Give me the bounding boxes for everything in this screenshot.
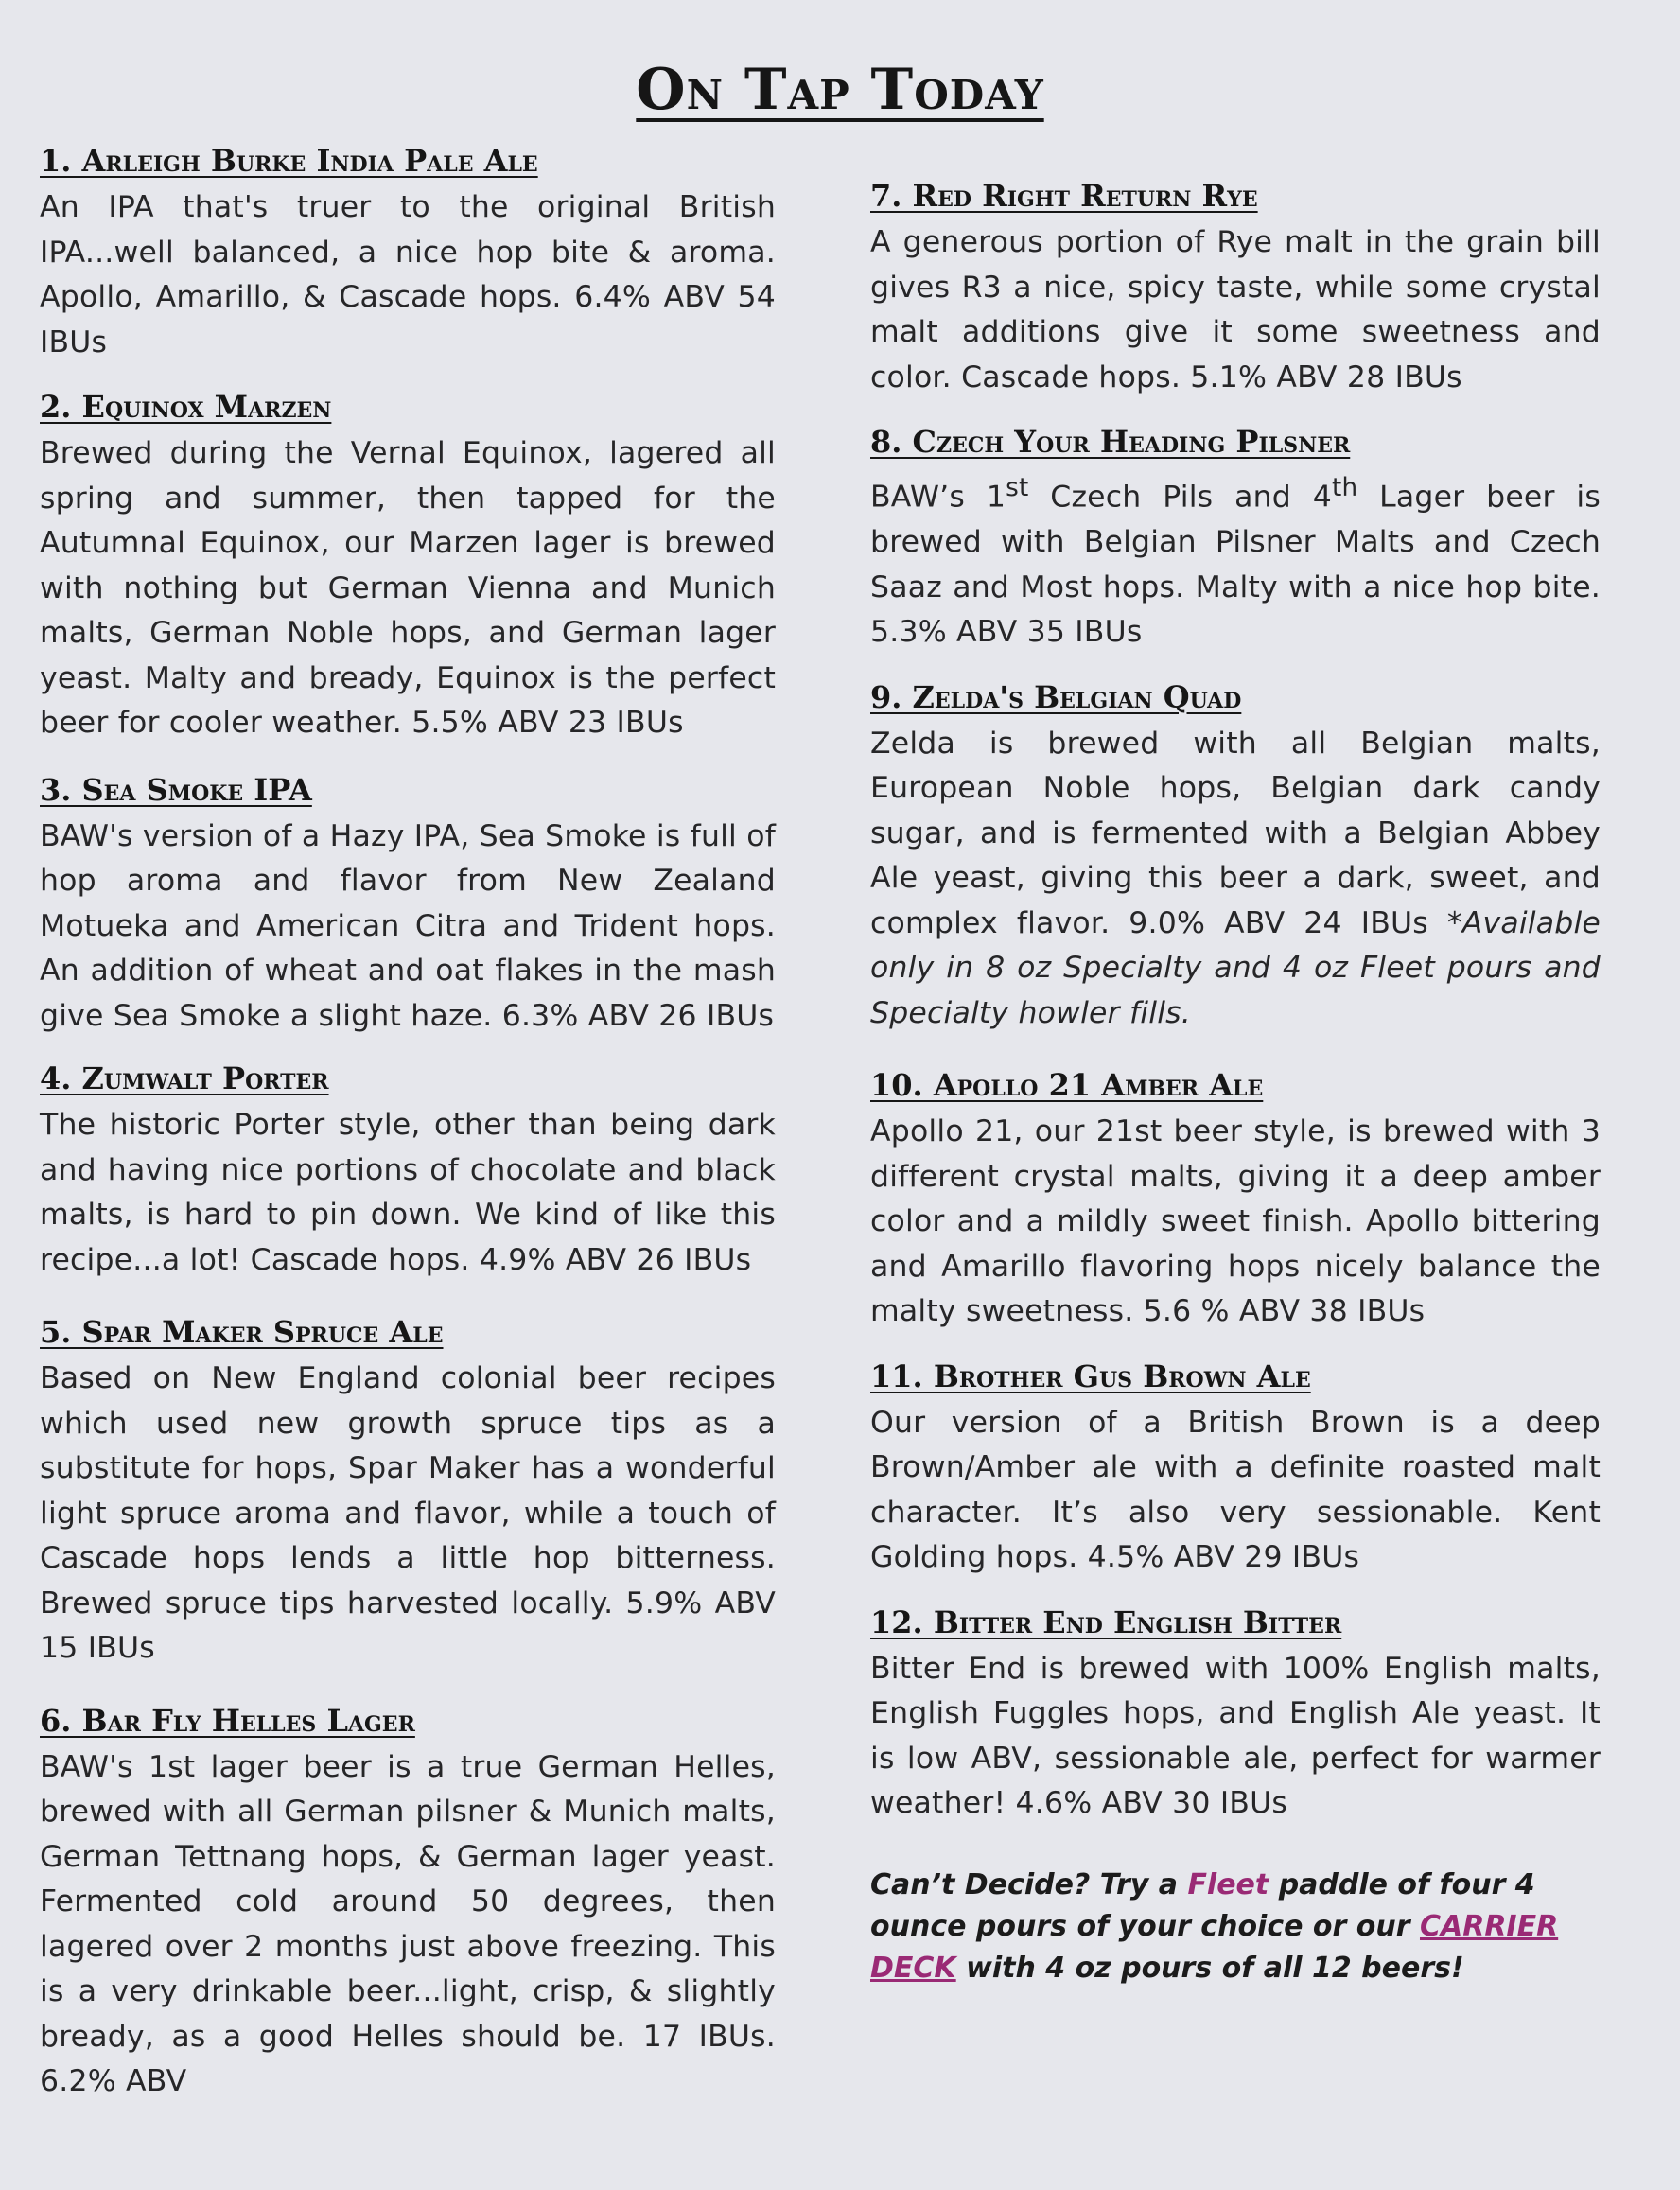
availability-note: *Available only in 8 oz Specialty and 4 oz Fleet pours and Specialty howler fills. — [870, 905, 1601, 1030]
beer-heading: 10. Apollo 21 Amber Ale — [870, 1067, 1264, 1103]
beer-description: Bitter End is brewed with 100% English malts, English Fuggles hops, and English Ale yeast. It is low ABV, sessionable ale, perfect for warmer weather! 4.6% ABV 30 IBUs — [870, 1651, 1601, 1820]
beer-item — [40, 386, 776, 746]
beer-heading: 4. Zumwalt Porter — [40, 1060, 329, 1096]
fleet-highlight: Fleet — [1187, 1867, 1269, 1901]
beer-description: BAW's version of a Hazy IPA, Sea Smoke is full of hop aroma and flavor from New Zealand Motueka and American Citra and Trident hops. An addition of wheat and oat flakes in the mash give Sea Smoke a slight haze. 6.3% ABV 26 IBUs — [40, 818, 776, 1033]
beer-description: Zelda is brewed with all Belgian malts, European Noble hops, Belgian dark candy sugar, and is fermented with a Belgian Abbey Ale yeast, giving this beer a dark, sweet, and complex flavor. 9.0% ABV 24 IBUs *Available only in 8 oz Specialty and 4 oz Fleet pours and Specialty howler fills. — [870, 726, 1601, 1030]
closing-offer: Can’t Decide? Try a Fleet paddle of four 4 ounce pours of your choice or our CARRIER DECK with 4 oz pours of all 12 beers! — [870, 1867, 1559, 1985]
beer-item — [870, 676, 1601, 1037]
beer-description: Brewed during the Vernal Equinox, lagered all spring and summer, then tapped for the Autumnal Equinox, our Marzen lager is brewed with nothing but German Vienna and Munich malts, German Noble hops, and German lager yeast. Malty and bready, Equinox is the perfect beer for cooler weather. 5.5% ABV 23 IBUs — [40, 436, 776, 740]
beer-item — [40, 1700, 776, 2105]
right-column — [870, 175, 1601, 1989]
beer-heading: 9. Zelda's Belgian Quad — [870, 678, 1242, 715]
beer-description: The historic Porter style, other than being dark and having nice portions of chocolate and black malts, is hard to pin down. We kind of like this recipe...a lot! Cascade hops. 4.9% ABV 26 IBUs — [40, 1108, 776, 1277]
beer-heading: 3. Sea Smoke IPA — [40, 771, 312, 808]
beer-heading: 8. Czech Your Heading Pilsner — [870, 424, 1351, 460]
beer-item — [870, 175, 1601, 400]
beer-description: Apollo 21, our 21st beer style, is brewed with 3 different crystal malts, giving it a deep amber color and a mildly sweet finish. Apollo bittering and Amarillo flavoring hops nicely balance the malty sweetness. 5.6 % ABV 38 IBUs — [870, 1114, 1601, 1328]
beer-item — [870, 1356, 1601, 1581]
beer-heading: 6. Bar Fly Helles Lager — [40, 1702, 415, 1739]
beer-description: An IPA that's truer to the original British IPA...well balanced, a nice hop bite & aroma. Apollo, Amarillo, & Cascade hops. 6.4% ABV 54 IBUs — [40, 190, 776, 359]
beer-item — [40, 140, 776, 365]
beer-item — [870, 1602, 1601, 1827]
beer-heading: 1. Arleigh Burke India Pale Ale — [40, 143, 538, 179]
carrier-deck-highlight: CARRIER DECK — [870, 1909, 1559, 1985]
beer-description: Our version of a British Brown is a deep Brown/Amber ale with a definite roasted malt character. It’s also very sessionable. Kent Golding hops. 4.5% ABV 29 IBUs — [870, 1405, 1601, 1574]
beer-description: Based on New England colonial beer recipes which used new growth spruce tips as a substitute for hops, Spar Maker has a wonderful light spruce aroma and flavor, while a touch of Cascade hops lends a little hop bitterness. Brewed spruce tips harvested locally. 5.9% ABV 15 IBUs — [40, 1361, 776, 1665]
beer-description: BAW’s 1st Czech Pils and 4th Lager beer is brewed with Belgian Pilsner Malts and Czech Saaz and Most hops. Malty with a nice hop bite. 5.3% ABV 35 IBUs — [870, 474, 1601, 649]
beer-item — [870, 421, 1601, 656]
left-column — [40, 140, 776, 2105]
beer-item — [870, 1064, 1601, 1335]
beer-heading: 5. Spar Maker Spruce Ale — [40, 1314, 444, 1350]
beer-heading: 7. Red Right Return Rye — [870, 178, 1258, 214]
page-title: On Tap Today — [636, 57, 1044, 123]
beer-heading: 12. Bitter End English Bitter — [870, 1603, 1342, 1640]
beer-heading: 2. Equinox Marzen — [40, 389, 332, 425]
beer-description: BAW's 1st lager beer is a true German Helles, brewed with all German pilsner & Munich malts, German Tettnang hops, & German lager yeast. Fermented cold around 50 degrees, then lagered over 2 months just above freezing. This is a very drinkable beer...light, crisp, & slightly bready, as a good Helles should be. 17 IBUs. 6.2% ABV — [40, 1749, 776, 2098]
beer-description: A generous portion of Rye malt in the grain bill gives R3 a nice, spicy taste, while some crystal malt additions give it some sweetness and color. Cascade hops. 5.1% ABV 28 IBUs — [870, 225, 1601, 394]
beer-item — [40, 769, 776, 1040]
beer-heading: 11. Brother Gus Brown Ale — [870, 1358, 1311, 1394]
beer-item — [40, 1311, 776, 1672]
beer-item — [40, 1058, 776, 1283]
